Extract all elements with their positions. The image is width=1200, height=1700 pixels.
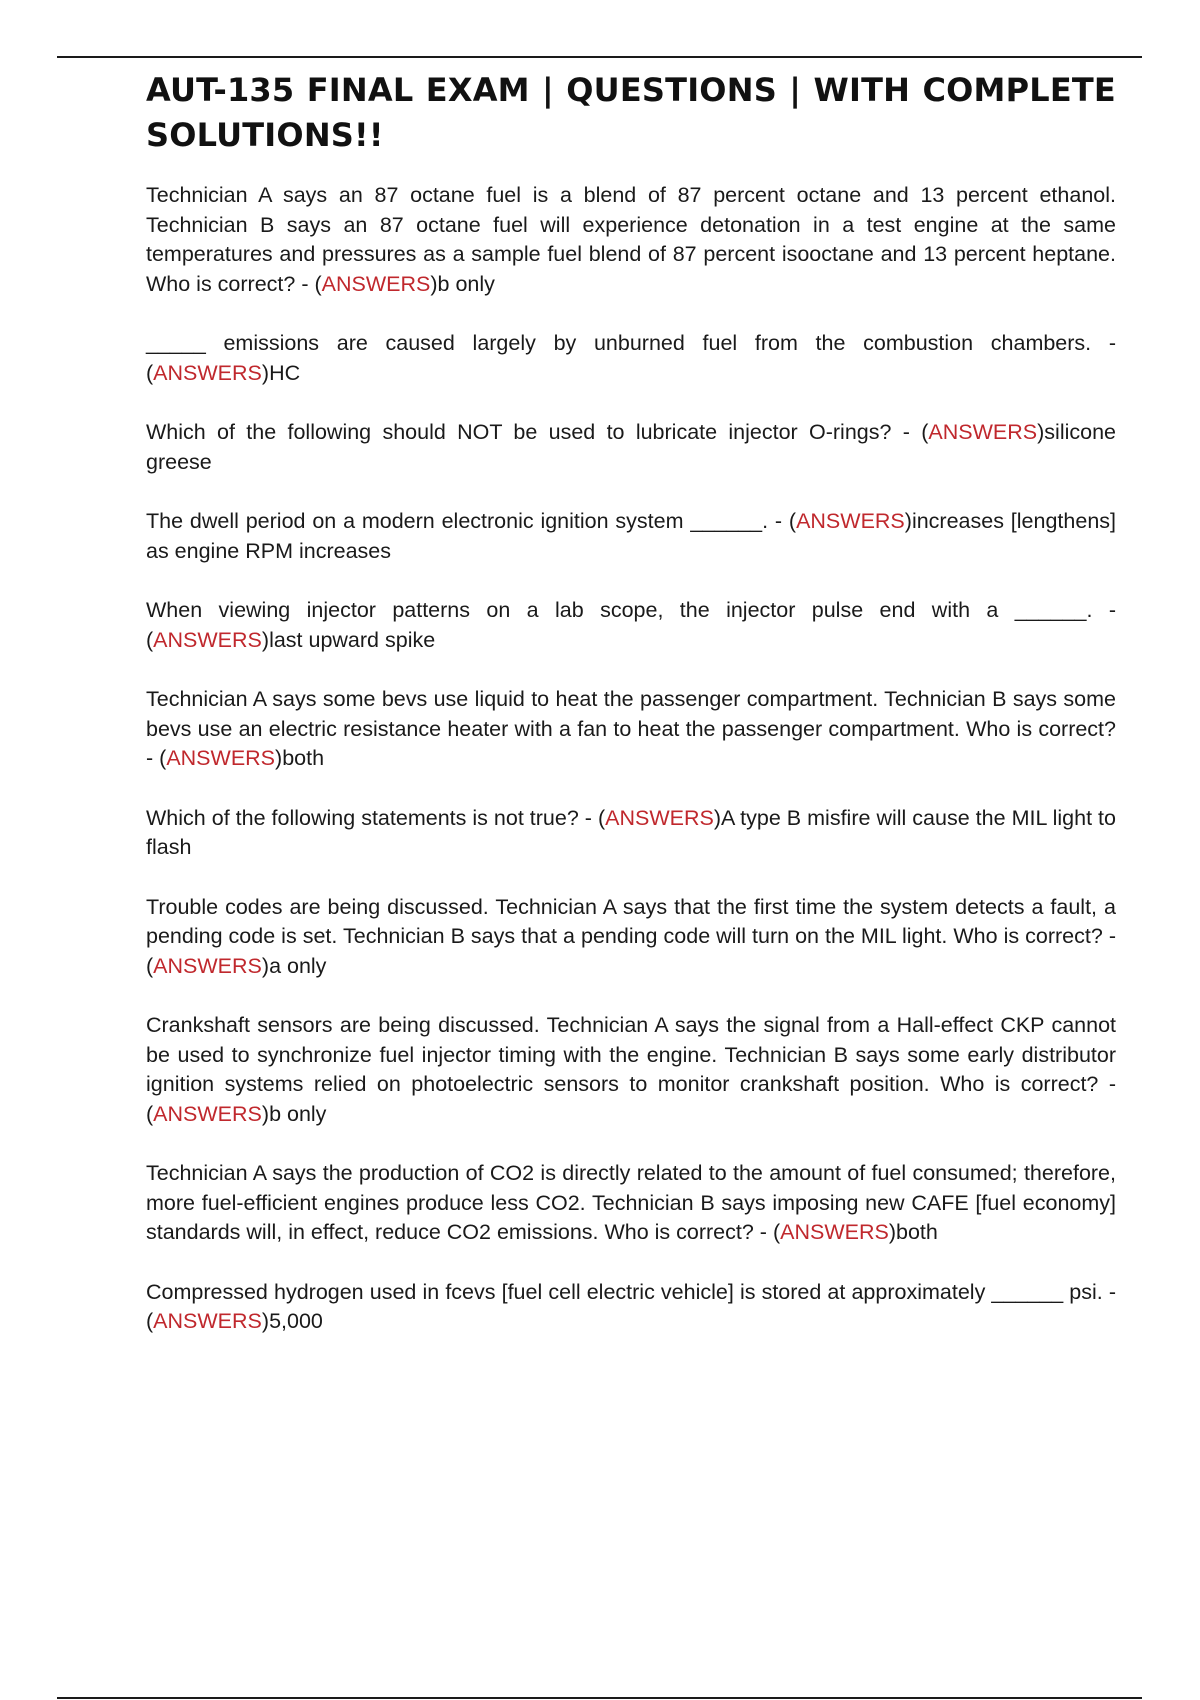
answer-text: a only: [269, 953, 327, 978]
question-text: Compressed hydrogen used in fcevs [fuel cell electric vehicle] is stored at approximately ______ psi. -: [146, 1279, 1116, 1304]
answer-close-paren: ): [1037, 420, 1045, 444]
answer-tag: ANSWERS: [605, 805, 714, 830]
answer-close-paren: ): [261, 627, 270, 652]
question-item: [146, 418, 1116, 477]
question-item: [146, 181, 1116, 299]
answer-open-paren: (: [146, 953, 154, 978]
answer-open-paren: (: [146, 1101, 154, 1126]
answer-close-paren: ): [261, 360, 270, 385]
answer-tag: ANSWERS: [153, 953, 262, 978]
question-item: [146, 507, 1116, 566]
answer-close-paren: ): [904, 509, 912, 533]
answer-open-paren: (: [772, 1220, 781, 1244]
answer-tag: ANSWERS: [153, 360, 262, 385]
question-list: [146, 181, 1116, 1337]
answer-open-paren: (: [159, 746, 167, 770]
question-text: Technician A says some bevs use liquid to heat the passenger compartment. Technician B says some bevs use an electric resistance heater with a fan to heat the passenger compartment. Who is correct? -: [146, 687, 1116, 770]
answer-text: last upward spike: [269, 627, 436, 652]
answer-text: both: [282, 746, 325, 770]
answer-open-paren: (: [597, 805, 606, 830]
question-item: [146, 596, 1116, 655]
question-text: Which of the following statements is not true? -: [146, 805, 598, 830]
answer-tag: ANSWERS: [153, 1309, 262, 1333]
answer-tag: ANSWERS: [166, 746, 276, 770]
question-text: Technician A says the production of CO2 is directly related to the amount of fuel consumed; therefore, more fuel-efficient engines produce less CO2. Technician B says imposing new CAFE [fuel economy] standards will, in effect, reduce CO2 emissions. Who is correct? -: [146, 1161, 1116, 1244]
answer-text: HC: [269, 360, 301, 385]
answer-tag: ANSWERS: [321, 271, 431, 296]
answer-open-paren: (: [921, 420, 929, 444]
bottom-rule: [57, 1697, 1142, 1699]
answer-text: both: [896, 1220, 938, 1244]
question-text: Technician A says an 87 octane fuel is a blend of 87 percent octane and 13 percent ethanol. Technician B says an 87 octane fuel will experience detonation in a test engine at the same temperatures and pressures as a sample fuel blend of 87 percent isooctane and 13 percent heptane. Who is correct? -: [146, 183, 1116, 296]
answer-text: increases [lengthens] as engine RPM increases: [146, 509, 1116, 563]
question-item: [146, 1159, 1116, 1248]
answer-tag: ANSWERS: [153, 1101, 262, 1126]
answer-text: 5,000: [269, 1309, 323, 1333]
question-text: Crankshaft sensors are being discussed. Technician A says the signal from a Hall-effect CKP cannot be used to synchronize fuel injector timing with the engine. Technician B says some early distributor ignition systems relied on photoelectric sensors to monitor crankshaft position. Who is correct? -: [146, 1013, 1116, 1096]
answer-text: b only: [437, 271, 495, 296]
document-body: [146, 68, 1116, 1367]
question-item: [146, 893, 1116, 982]
question-item: [146, 685, 1116, 774]
question-text: The dwell period on a modern electronic ignition system ______. -: [146, 509, 789, 533]
answer-tag: ANSWERS: [796, 509, 905, 533]
answer-open-paren: (: [146, 1309, 154, 1333]
answer-open-paren: (: [788, 509, 797, 533]
question-item: [146, 1278, 1116, 1337]
question-item: [146, 1011, 1116, 1129]
answer-open-paren: (: [146, 627, 154, 652]
answer-text: b only: [269, 1101, 327, 1126]
answer-close-paren: ): [888, 1220, 896, 1244]
page-title: AUT-135 FINAL EXAM | QUESTIONS | WITH COMPLETE SOLUTIONS!!: [146, 71, 1116, 154]
question-text: Trouble codes are being discussed. Technician A says that the first time the system detects a fault, a pending code is set. Technician B says that a pending code will turn on the MIL light. Who is correct? -: [146, 894, 1116, 948]
answer-close-paren: ): [261, 953, 270, 978]
question-text: Which of the following should NOT be used to lubricate injector O-rings? -: [146, 420, 922, 444]
answer-close-paren: ): [261, 1101, 270, 1126]
answer-tag: ANSWERS: [780, 1220, 889, 1244]
answer-text: silicone greese: [146, 420, 1116, 474]
question-text: _____ emissions are caused largely by unburned fuel from the combustion chambers. -: [146, 331, 1116, 355]
answer-close-paren: ): [713, 805, 722, 830]
answer-close-paren: ): [275, 746, 283, 770]
question-text: When viewing injector patterns on a lab scope, the injector pulse end with a ______. -: [146, 598, 1116, 622]
question-item: [146, 329, 1116, 388]
answer-tag: ANSWERS: [928, 420, 1038, 444]
top-rule: [57, 56, 1142, 58]
question-item: [146, 804, 1116, 863]
answer-close-paren: ): [261, 1309, 270, 1333]
answer-text: A type B misfire will cause the MIL light to flash: [146, 805, 1116, 859]
answer-close-paren: ): [430, 271, 438, 296]
answer-tag: ANSWERS: [153, 627, 262, 652]
answer-open-paren: (: [314, 271, 322, 296]
answer-open-paren: (: [146, 360, 154, 385]
